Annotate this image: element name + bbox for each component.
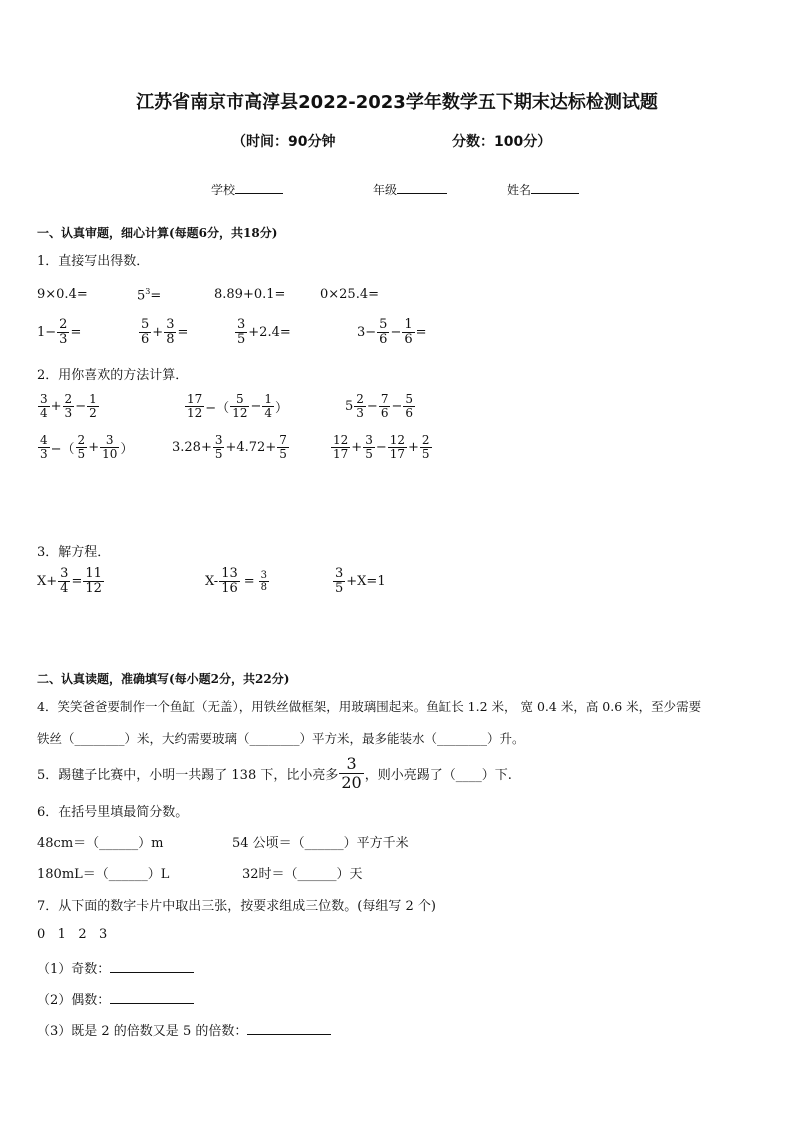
school-label: 学校: [211, 183, 236, 197]
name-label: 姓名: [507, 183, 532, 197]
q3-label: 3．解方程．: [37, 545, 111, 560]
total-score: 分数：100分）: [452, 134, 552, 150]
q6-item-b[interactable]: 54 公顷＝（______）平方千米: [232, 836, 409, 851]
q2-expr-6: $\frac{12}{17}$ + $\frac{3}{5}$ − $\frac{12}{17}$ + $\frac{2}{5}$: [333, 433, 430, 462]
q7-part-2[interactable]: （2）偶数：: [37, 989, 194, 1008]
q6-item-c[interactable]: 180mL＝（______）L: [37, 867, 170, 882]
q3-equation-1: X+ $\frac{3}{4}$ = $\frac{11}{12}$: [37, 566, 102, 597]
q2-expr-2: $\frac{17}{12}$ −（ $\frac{5}{12}$ − $\frac{1}{4}$ ）: [187, 392, 289, 421]
q6-item-d[interactable]: 32时＝（______）天: [242, 867, 363, 882]
section-1-heading: 一、认真审题，细心计算(每题6分，共18分): [37, 226, 278, 240]
q4-line-2[interactable]: 铁丝（________）米，大约需要玻璃（________）平方米，最多能装水（________）升。: [37, 731, 525, 746]
q7-digit-cards: 0 1 2 3: [37, 927, 108, 942]
q5-text[interactable]: 5．踢毽子比赛中，小明一共踢了 138 下，比小亮多 $\frac{3}{20}$ ，则小亮踢了（____）下.: [37, 754, 512, 792]
q3-equation-2: X- $\frac{13}{16}$ = $\frac{3}{8}$: [205, 566, 268, 597]
q6-label: 6．在括号里填最简分数。: [37, 805, 189, 820]
q7-label: 7．从下面的数字卡片中取出三张，按要求组成三位数。(每组写 2 个): [37, 899, 436, 914]
grade-label: 年级: [373, 183, 398, 197]
q4-line-1: 4．笑笑爸爸要制作一个鱼缸（无盖），用铁丝做框架，用玻璃围起来。鱼缸长 1.2 米， 宽 0.4 米，高 0.6 米，至少需要: [37, 699, 702, 714]
q1-item-5: 1− $\frac{2}{3}$ =: [37, 317, 82, 348]
grade-field[interactable]: [373, 181, 447, 198]
q7-part-1[interactable]: （1）奇数：: [37, 958, 194, 977]
q1-item-7: $\frac{3}{5}$ +2.4=: [237, 317, 291, 348]
q1-label: 1．直接写出得数．: [37, 254, 150, 269]
q1-item-8: 3− $\frac{5}{6}$ − $\frac{1}{6}$ =: [357, 317, 427, 348]
q2-expr-3: 5 $\frac{2}{3}$ − $\frac{7}{6}$ − $\frac{5}{6}$: [345, 392, 414, 421]
q6-item-a[interactable]: 48cm＝（______）m: [37, 836, 164, 851]
q1-item-4: 0×25.4=: [320, 287, 380, 302]
q7-part-3[interactable]: （3）既是 2 的倍数又是 5 的倍数：: [37, 1020, 331, 1039]
q1-item-1: 9×0.4=: [37, 287, 88, 302]
school-field[interactable]: [211, 181, 283, 198]
q2-expr-5: 3.28+ $\frac{3}{5}$ +4.72+ $\frac{7}{5}$: [172, 433, 287, 462]
time-limit: （时间：90分钟: [232, 134, 336, 150]
section-2-heading: 二、认真读题，准确填写(每小题2分，共22分): [37, 672, 290, 686]
name-field[interactable]: [507, 181, 579, 198]
q1-item-2: $5^3=$: [137, 287, 162, 304]
page-title: 江苏省南京市高淳县2022-2023学年数学五下期末达标检测试题: [136, 92, 658, 113]
q2-expr-4: $\frac{4}{3}$ −（ $\frac{2}{5}$ + $\frac{3}{10}$ ）: [40, 433, 134, 462]
q3-equation-3: $\frac{3}{5}$ +X=1: [335, 566, 386, 597]
q1-item-6: $\frac{5}{6}$ + $\frac{3}{8}$ =: [141, 317, 189, 348]
q2-label: 2．用你喜欢的方法计算．: [37, 368, 189, 383]
q2-expr-1: $\frac{3}{4}$ + $\frac{2}{3}$ − $\frac{1}{2}$: [40, 392, 97, 421]
q1-item-3: 8.89+0.1=: [214, 287, 286, 302]
